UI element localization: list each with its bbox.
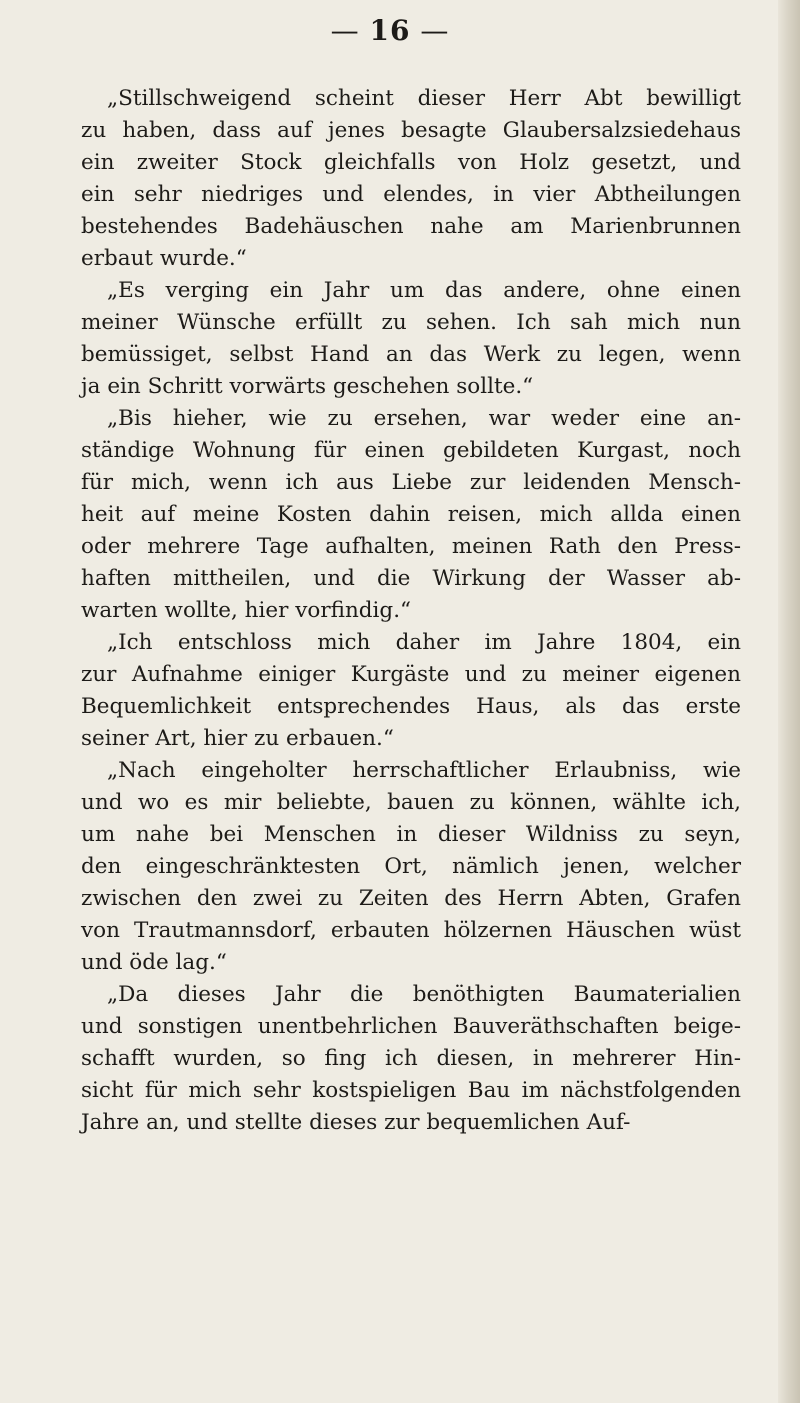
page-number: 16 bbox=[369, 14, 411, 47]
text-line: den eingeschränktesten Ort, nämlich jenen, welcher bbox=[81, 854, 741, 879]
paragraph bbox=[81, 275, 741, 403]
text-line: zu haben, dass auf jenes besagte Glaubersalzsiedehaus bbox=[81, 118, 741, 143]
header-dash-left: — bbox=[330, 14, 360, 47]
body-text bbox=[81, 83, 741, 1139]
paragraph bbox=[81, 979, 741, 1139]
text-line: sicht für mich sehr kostspieligen Bau im nächstfolgenden bbox=[81, 1078, 741, 1103]
text-line: und wo es mir beliebte, bauen zu können, wählte ich, bbox=[81, 790, 741, 815]
text-line: bemüssiget, selbst Hand an das Werk zu legen, wenn bbox=[81, 342, 741, 367]
text-line: zur Aufnahme einiger Kurgäste und zu meiner eigenen bbox=[81, 662, 741, 687]
text-line: „Stillschweigend scheint dieser Herr Abt bewilligt bbox=[107, 86, 741, 111]
paragraph bbox=[81, 83, 741, 275]
page-header bbox=[0, 14, 780, 47]
text-line: bestehendes Badehäuschen nahe am Marienbrunnen bbox=[81, 214, 741, 239]
text-line: ein sehr niedriges und elendes, in vier Abtheilungen bbox=[81, 182, 741, 207]
text-line: „Ich entschloss mich daher im Jahre 1804, ein bbox=[107, 630, 741, 655]
text-line: schafft wurden, so fing ich diesen, in mehrerer Hin- bbox=[81, 1046, 741, 1071]
text-line: heit auf meine Kosten dahin reisen, mich allda einen bbox=[81, 502, 741, 527]
text-line: ja ein Schritt vorwärts geschehen sollte.“ bbox=[81, 374, 534, 399]
text-line: meiner Wünsche erfüllt zu sehen. Ich sah mich nun bbox=[81, 310, 741, 335]
text-line: oder mehrere Tage aufhalten, meinen Rath den Press- bbox=[81, 534, 741, 559]
text-line: von Trautmannsdorf, erbauten hölzernen Häuschen wüst bbox=[81, 918, 741, 943]
text-line: ständige Wohnung für einen gebildeten Kurgast, noch bbox=[81, 438, 741, 463]
text-line: für mich, wenn ich aus Liebe zur leidenden Mensch- bbox=[81, 470, 741, 495]
text-line: und öde lag.“ bbox=[81, 950, 227, 975]
page-edge-shadow bbox=[778, 0, 800, 1403]
text-line: zwischen den zwei zu Zeiten des Herrn Abten, Grafen bbox=[81, 886, 741, 911]
text-line: „Da dieses Jahr die benöthigten Baumaterialien bbox=[107, 982, 741, 1007]
text-line: ein zweiter Stock gleichfalls von Holz gesetzt, und bbox=[81, 150, 741, 175]
text-line: und sonstigen unentbehrlichen Bauveräthschaften beige- bbox=[81, 1014, 741, 1039]
text-line: seiner Art, hier zu erbauen.“ bbox=[81, 726, 394, 751]
text-line: um nahe bei Menschen in dieser Wildniss zu seyn, bbox=[81, 822, 741, 847]
text-line: haften mittheilen, und die Wirkung der Wasser ab- bbox=[81, 566, 741, 591]
paragraph bbox=[81, 403, 741, 627]
paragraph bbox=[81, 755, 741, 979]
text-line: „Es verging ein Jahr um das andere, ohne einen bbox=[107, 278, 741, 303]
text-line: „Nach eingeholter herrschaftlicher Erlaubniss, wie bbox=[107, 758, 741, 783]
text-line: warten wollte, hier vorfindig.“ bbox=[81, 598, 412, 623]
text-line: Bequemlichkeit entsprechendes Haus, als das erste bbox=[81, 694, 741, 719]
text-line: „Bis hieher, wie zu ersehen, war weder eine an- bbox=[107, 406, 741, 431]
text-line: erbaut wurde.“ bbox=[81, 246, 247, 271]
header-dash-right: — bbox=[420, 14, 450, 47]
text-line: Jahre an, und stellte dieses zur bequemlichen Auf- bbox=[81, 1110, 631, 1135]
paragraph bbox=[81, 627, 741, 755]
